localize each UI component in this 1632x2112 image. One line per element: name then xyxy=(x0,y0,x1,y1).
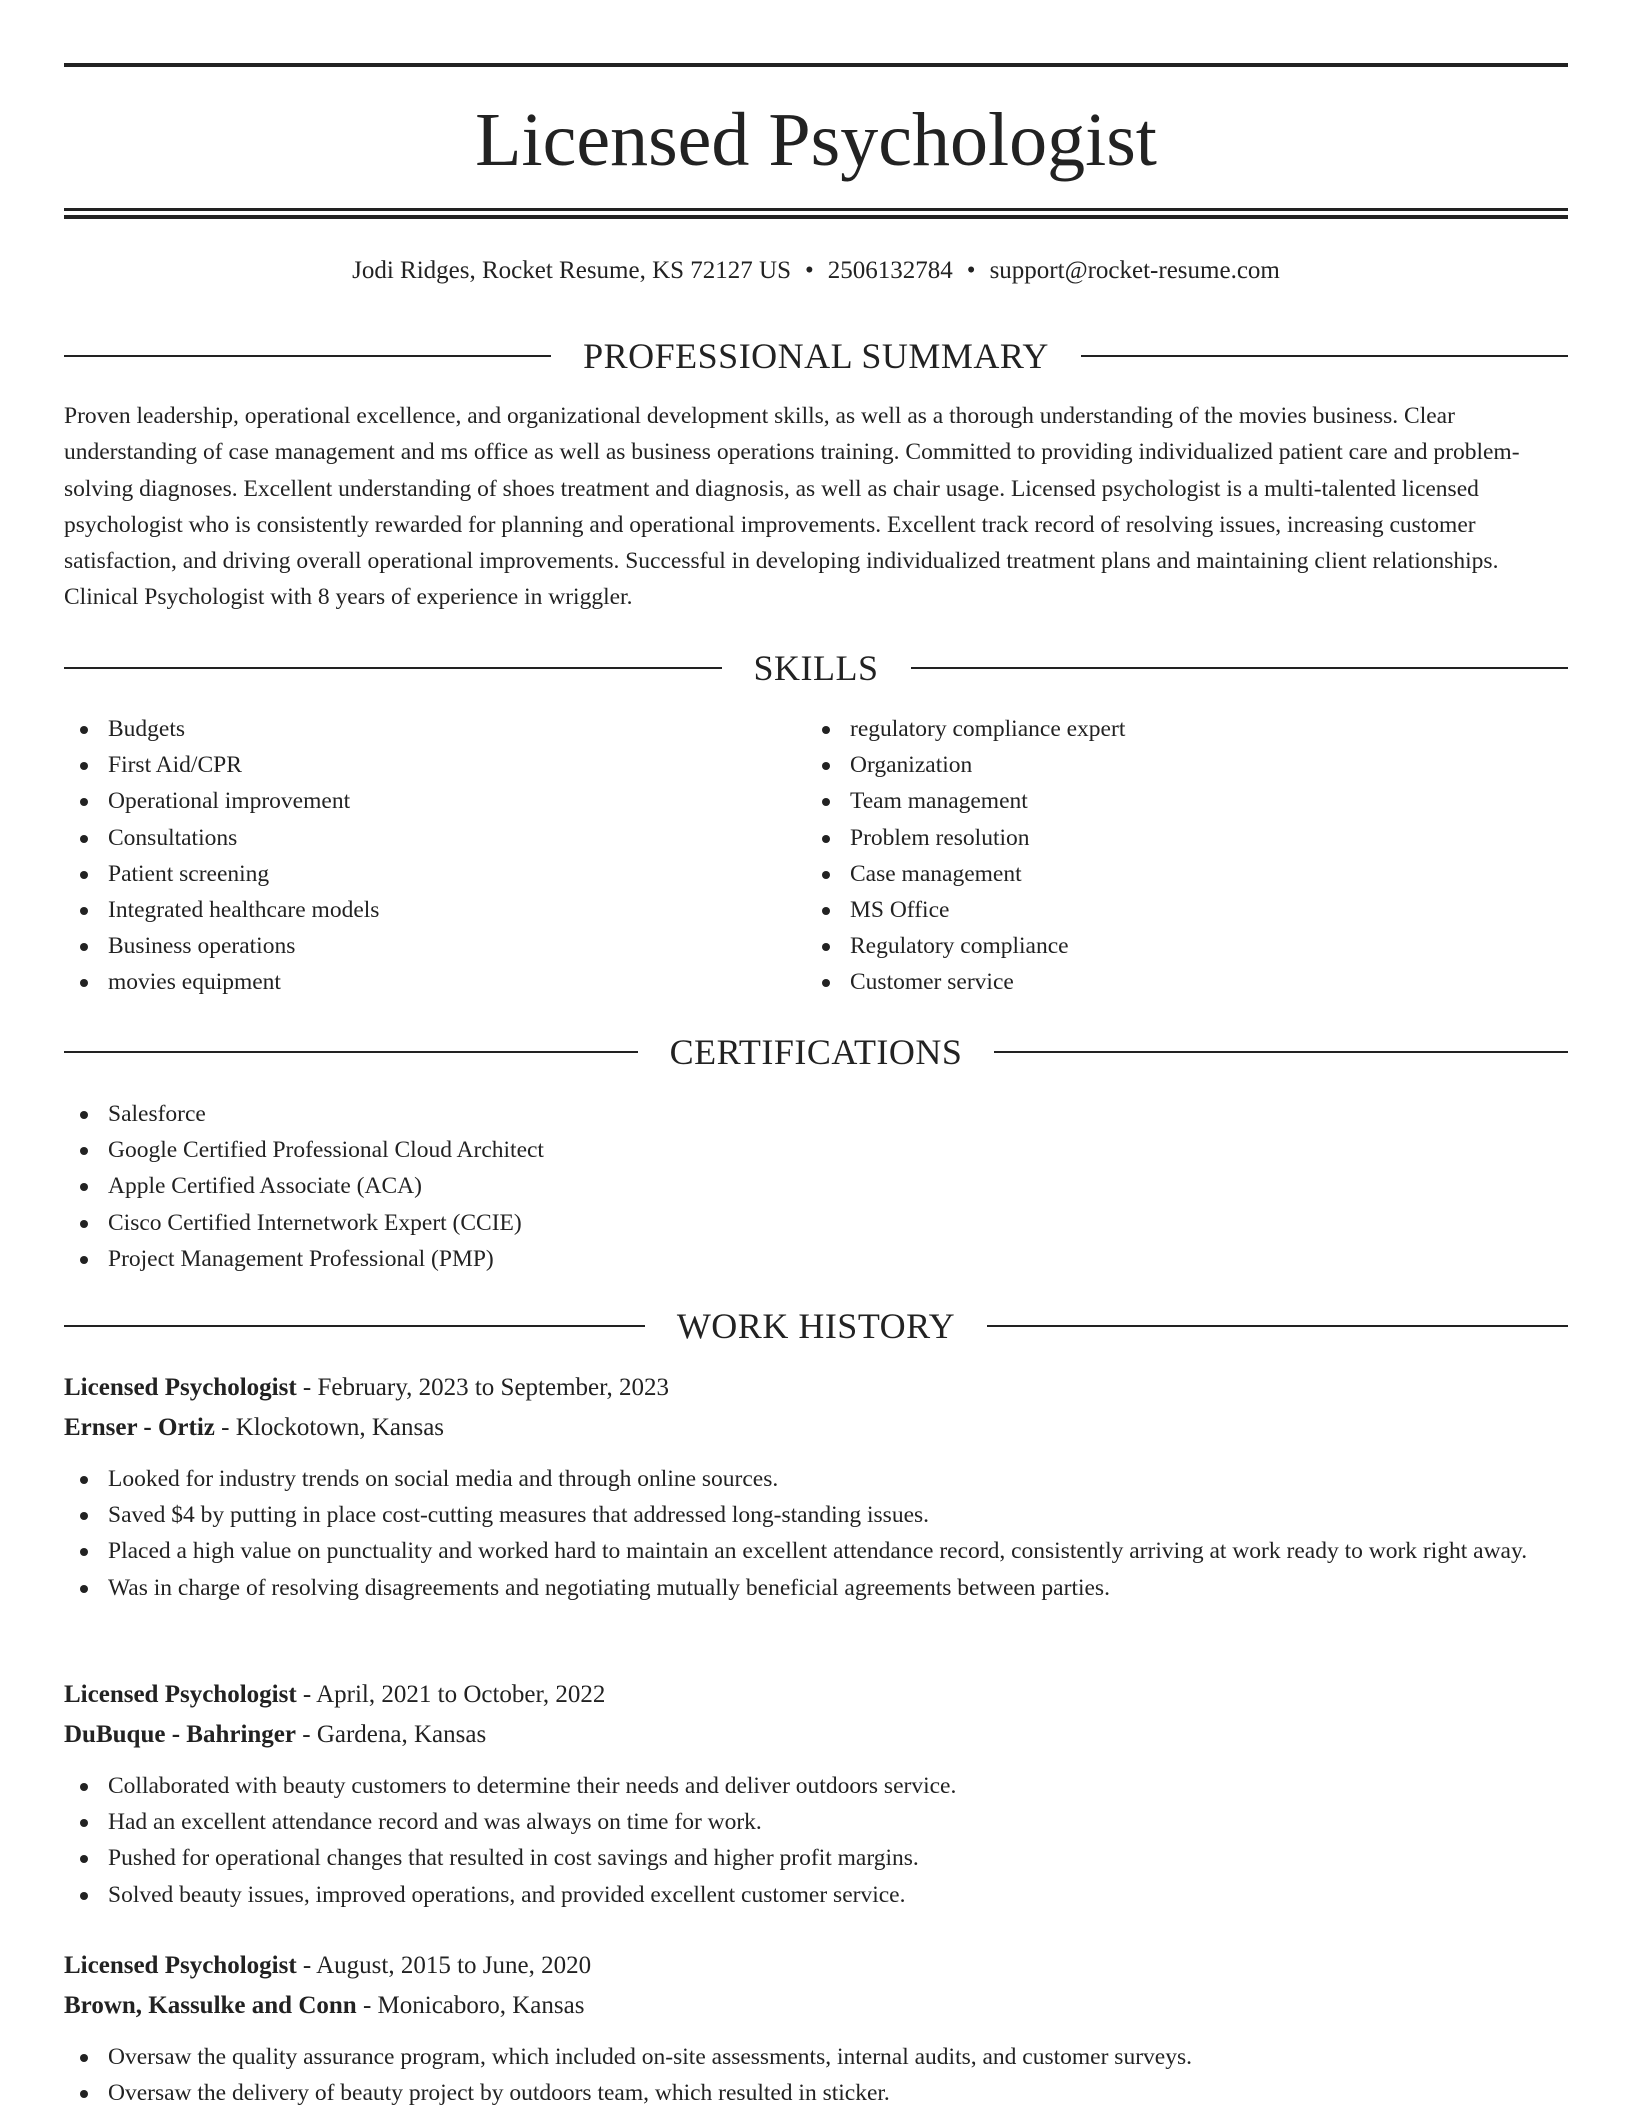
section-heading-skills xyxy=(64,646,1568,690)
summary-paragraph: Proven leadership, operational excellence, and organizational development skills, as well as a thorough understanding of the movies business. Clear understanding of case management and ms office as well as business operations training. Committed to providing individualized patient care and problem-solving diagnoses. Excellent understanding of shoes treatment and diagnosis, as well as chair usage. Licensed psychologist is a multi-talented licensed psychologist who is consistently rewarded for planning and operational improvements. Excellent track record of resolving issues, increasing customer satisfaction, and driving overall operational improvements. Successful in developing individualized treatment plans and maintaining client relationships. Clinical Psychologist with 8 years of experience in wriggler. xyxy=(64,403,1520,611)
certification-item: Cisco Certified Internetwork Expert (CCIE) xyxy=(64,1205,1568,1241)
certifications-block xyxy=(64,1096,1568,1277)
certification-item: Project Management Professional (PMP) xyxy=(64,1241,1568,1277)
job-role: Licensed Psychologist xyxy=(64,1374,297,1401)
separator: - xyxy=(296,1952,317,1979)
section-rule xyxy=(987,1325,1568,1327)
skill-item: Team management xyxy=(806,783,1506,819)
job-location: Gardena, Kansas xyxy=(316,1721,487,1748)
job-duty-item: Was in charge of resolving disagreements and negotiating mutually beneficial agreements between parties. xyxy=(64,1570,1568,1606)
contact-separator: • xyxy=(966,257,976,284)
job-duty-item: Oversaw the delivery of beauty project by outdoors team, which resulted in sticker. xyxy=(64,2075,1568,2111)
header-top-rule xyxy=(64,63,1568,67)
section-rule xyxy=(64,1051,638,1053)
skills-column-right xyxy=(806,711,1506,1001)
section-title: PROFESSIONAL SUMMARY xyxy=(583,336,1049,376)
job-duties-list xyxy=(64,2039,1568,2111)
job-dates: August, 2015 to June, 2020 xyxy=(316,1952,592,1979)
job-duty-item: Solved beauty issues, improved operations, and provided excellent customer service. xyxy=(64,1877,1568,1913)
skill-item: Organization xyxy=(806,747,1506,783)
job-title-line xyxy=(64,1947,1568,1985)
job-location: Klockotown, Kansas xyxy=(235,1414,445,1441)
contact-email: support@rocket-resume.com xyxy=(989,257,1280,284)
skill-item: movies equipment xyxy=(64,964,764,1000)
job-dates: February, 2023 to September, 2023 xyxy=(317,1374,669,1401)
job-duty-item: Saved $4 by putting in place cost-cutting measures that addressed long-standing issues. xyxy=(64,1497,1568,1533)
section-title: CERTIFICATIONS xyxy=(669,1032,963,1072)
job-dates: April, 2021 to October, 2022 xyxy=(316,1681,606,1708)
certification-item: Salesforce xyxy=(64,1096,1568,1132)
skills-list-left xyxy=(64,711,764,1001)
job-duty-item: Placed a high value on punctuality and worked hard to maintain an excellent attendance record, consistently arriving at work ready to work right away. xyxy=(64,1533,1568,1569)
contact-address: Jodi Ridges, Rocket Resume, KS 72127 US xyxy=(352,257,792,284)
skill-item: Patient screening xyxy=(64,856,764,892)
section-heading-summary xyxy=(64,334,1568,378)
certification-item: Google Certified Professional Cloud Architect xyxy=(64,1132,1568,1168)
job-company-line xyxy=(64,1409,1568,1447)
job-duties-list xyxy=(64,1768,1568,1913)
section-rule xyxy=(994,1051,1568,1053)
section-rule xyxy=(911,667,1569,669)
skill-item: Problem resolution xyxy=(806,820,1506,856)
job-role: Licensed Psychologist xyxy=(64,1952,297,1979)
skill-item: Customer service xyxy=(806,964,1506,1000)
job-location: Monicaboro, Kansas xyxy=(377,1992,585,2019)
job-duty-item: Oversaw the quality assurance program, which included on-site assessments, internal audits, and customer surveys. xyxy=(64,2039,1568,2075)
job-company-line xyxy=(64,1716,1568,1754)
job-company: Brown, Kassulke and Conn xyxy=(64,1992,357,2019)
job-role: Licensed Psychologist xyxy=(64,1681,297,1708)
job-title-line xyxy=(64,1676,1568,1714)
skill-item: Budgets xyxy=(64,711,764,747)
section-rule xyxy=(64,1325,645,1327)
separator: - xyxy=(295,1721,317,1748)
skill-item: Integrated healthcare models xyxy=(64,892,764,928)
job-company: DuBuque - Bahringer xyxy=(64,1721,296,1748)
section-heading-certifications xyxy=(64,1030,1568,1074)
job-duty-item: Had an excellent attendance record and was always on time for work. xyxy=(64,1804,1568,1840)
contact-line xyxy=(64,253,1568,289)
separator: - xyxy=(296,1681,317,1708)
skill-item: Operational improvement xyxy=(64,783,764,819)
separator: - xyxy=(356,1992,378,2019)
job-entry xyxy=(64,1369,1568,1606)
section-rule xyxy=(64,667,722,669)
skill-item: Case management xyxy=(806,856,1506,892)
job-title-line xyxy=(64,1369,1568,1407)
job-entry xyxy=(64,1947,1568,2111)
skill-item: MS Office xyxy=(806,892,1506,928)
certifications-list xyxy=(64,1096,1568,1277)
header-double-rule xyxy=(64,208,1568,220)
section-rule xyxy=(64,355,551,357)
skill-item: Regulatory compliance xyxy=(806,928,1506,964)
resume-name-heading: Licensed Psychologist xyxy=(475,98,1157,182)
skill-item: regulatory compliance expert xyxy=(806,711,1506,747)
contact-separator: • xyxy=(805,257,814,284)
skills-column-left xyxy=(64,711,764,1001)
section-title: WORK HISTORY xyxy=(676,1306,956,1346)
job-company-line xyxy=(64,1987,1568,2025)
section-heading-work-history xyxy=(64,1304,1568,1348)
skill-item: Business operations xyxy=(64,928,764,964)
section-title: SKILLS xyxy=(753,648,879,688)
job-duty-item: Pushed for operational changes that resulted in cost savings and higher profit margins. xyxy=(64,1840,1568,1876)
job-duties-list xyxy=(64,1461,1568,1606)
job-duty-item: Looked for industry trends on social media and through online sources. xyxy=(64,1461,1568,1497)
section-rule xyxy=(1081,355,1568,357)
contact-phone: 2506132784 xyxy=(827,257,953,284)
skill-item: First Aid/CPR xyxy=(64,747,764,783)
separator: - xyxy=(296,1374,318,1401)
job-entry xyxy=(64,1676,1568,1913)
skill-item: Consultations xyxy=(64,820,764,856)
separator: - xyxy=(214,1414,236,1441)
certification-item: Apple Certified Associate (ACA) xyxy=(64,1168,1568,1204)
job-duty-item: Collaborated with beauty customers to determine their needs and deliver outdoors service. xyxy=(64,1768,1568,1804)
skills-list-right xyxy=(806,711,1506,1001)
job-company: Ernser - Ortiz xyxy=(64,1414,215,1441)
